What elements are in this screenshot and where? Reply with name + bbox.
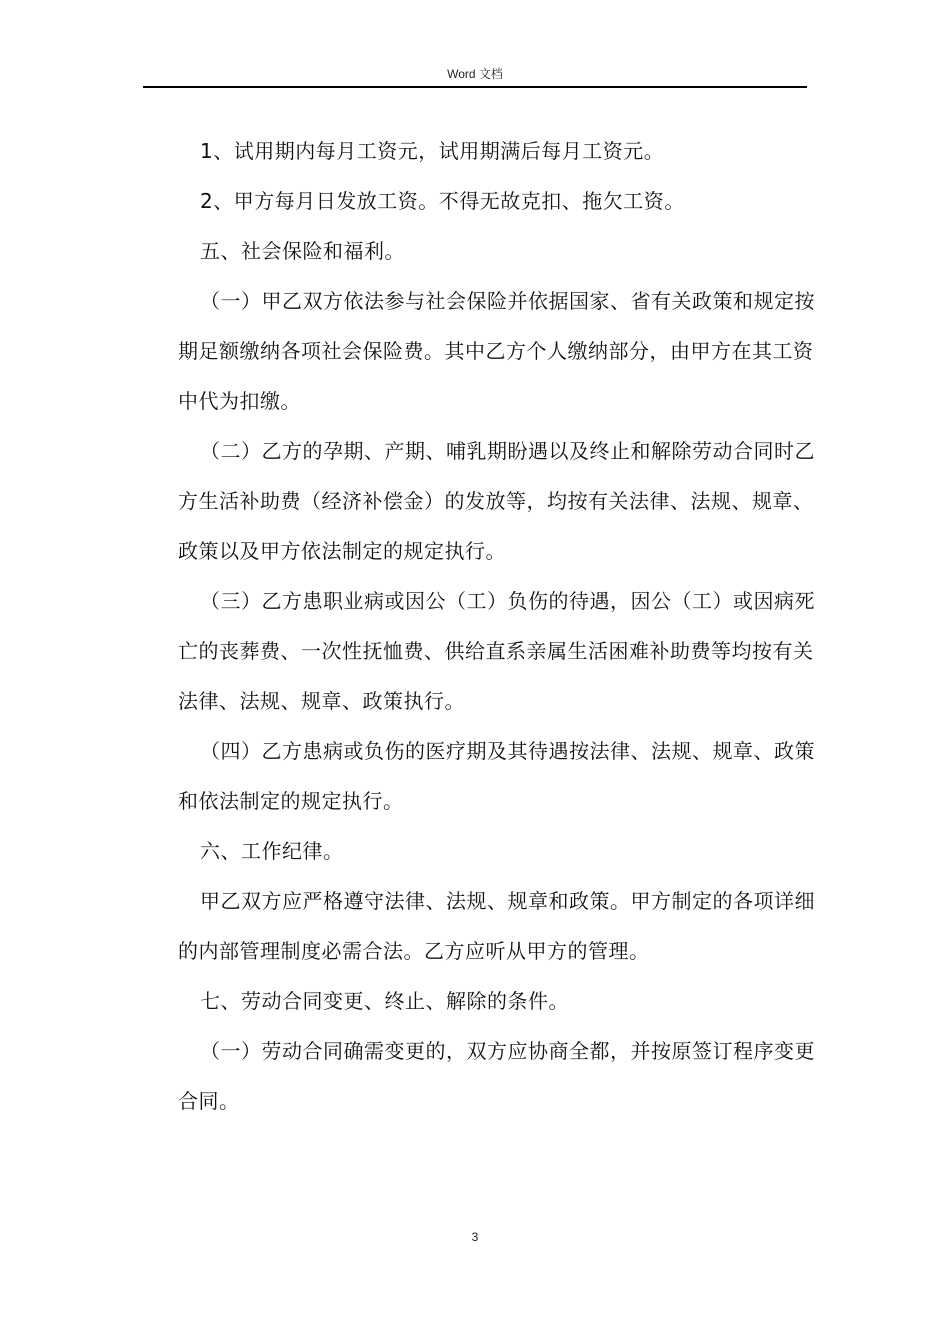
section-heading-contract-change: 七、劳动合同变更、终止、解除的条件。 <box>200 989 569 1013</box>
page-number: 3 <box>471 1230 479 1244</box>
paragraph-salary-payday: 2、甲方每月日发放工资。不得无故克扣、拖欠工资。 <box>200 189 685 213</box>
paragraph-insurance-4: （四）乙方患病或负伤的医疗期及其待遇按法律、法规、规章、政策和依法制定的规定执行。 <box>178 739 815 813</box>
section-heading-social-insurance: 五、社会保险和福利。 <box>200 239 405 263</box>
page-header <box>143 66 807 88</box>
header-title: Word 文档 <box>447 67 503 81</box>
paragraph-contract-change-1: （一）劳动合同确需变更的，双方应协商全都，并按原签订程序变更合同。 <box>178 1039 815 1113</box>
paragraph-insurance-3: （三）乙方患职业病或因公（工）负伤的待遇，因公（工）或因病死亡的丧葬费、一次性抚恤费、供给直系亲属生活困难补助费等均按有关法律、法规、规章、政策执行。 <box>178 589 815 713</box>
section-heading-work-discipline: 六、工作纪律。 <box>200 839 344 863</box>
paragraph-salary-probation: 1、试用期内每月工资元，试用期满后每月工资元。 <box>200 139 665 163</box>
paragraph-discipline: 甲乙双方应严格遵守法律、法规、规章和政策。甲方制定的各项详细的内部管理制度必需合法。乙方应听从甲方的管理。 <box>178 889 815 963</box>
paragraph-insurance-1: （一）甲乙双方依法参与社会保险并依据国家、省有关政策和规定按期足额缴纳各项社会保险费。其中乙方个人缴纳部分，由甲方在其工资中代为扣缴。 <box>178 289 815 413</box>
document-body <box>178 126 818 1126</box>
paragraph-insurance-2: （二）乙方的孕期、产期、哺乳期盼遇以及终止和解除劳动合同时乙方生活补助费（经济补偿金）的发放等，均按有关法律、法规、规章、政策以及甲方依法制定的规定执行。 <box>178 439 815 563</box>
